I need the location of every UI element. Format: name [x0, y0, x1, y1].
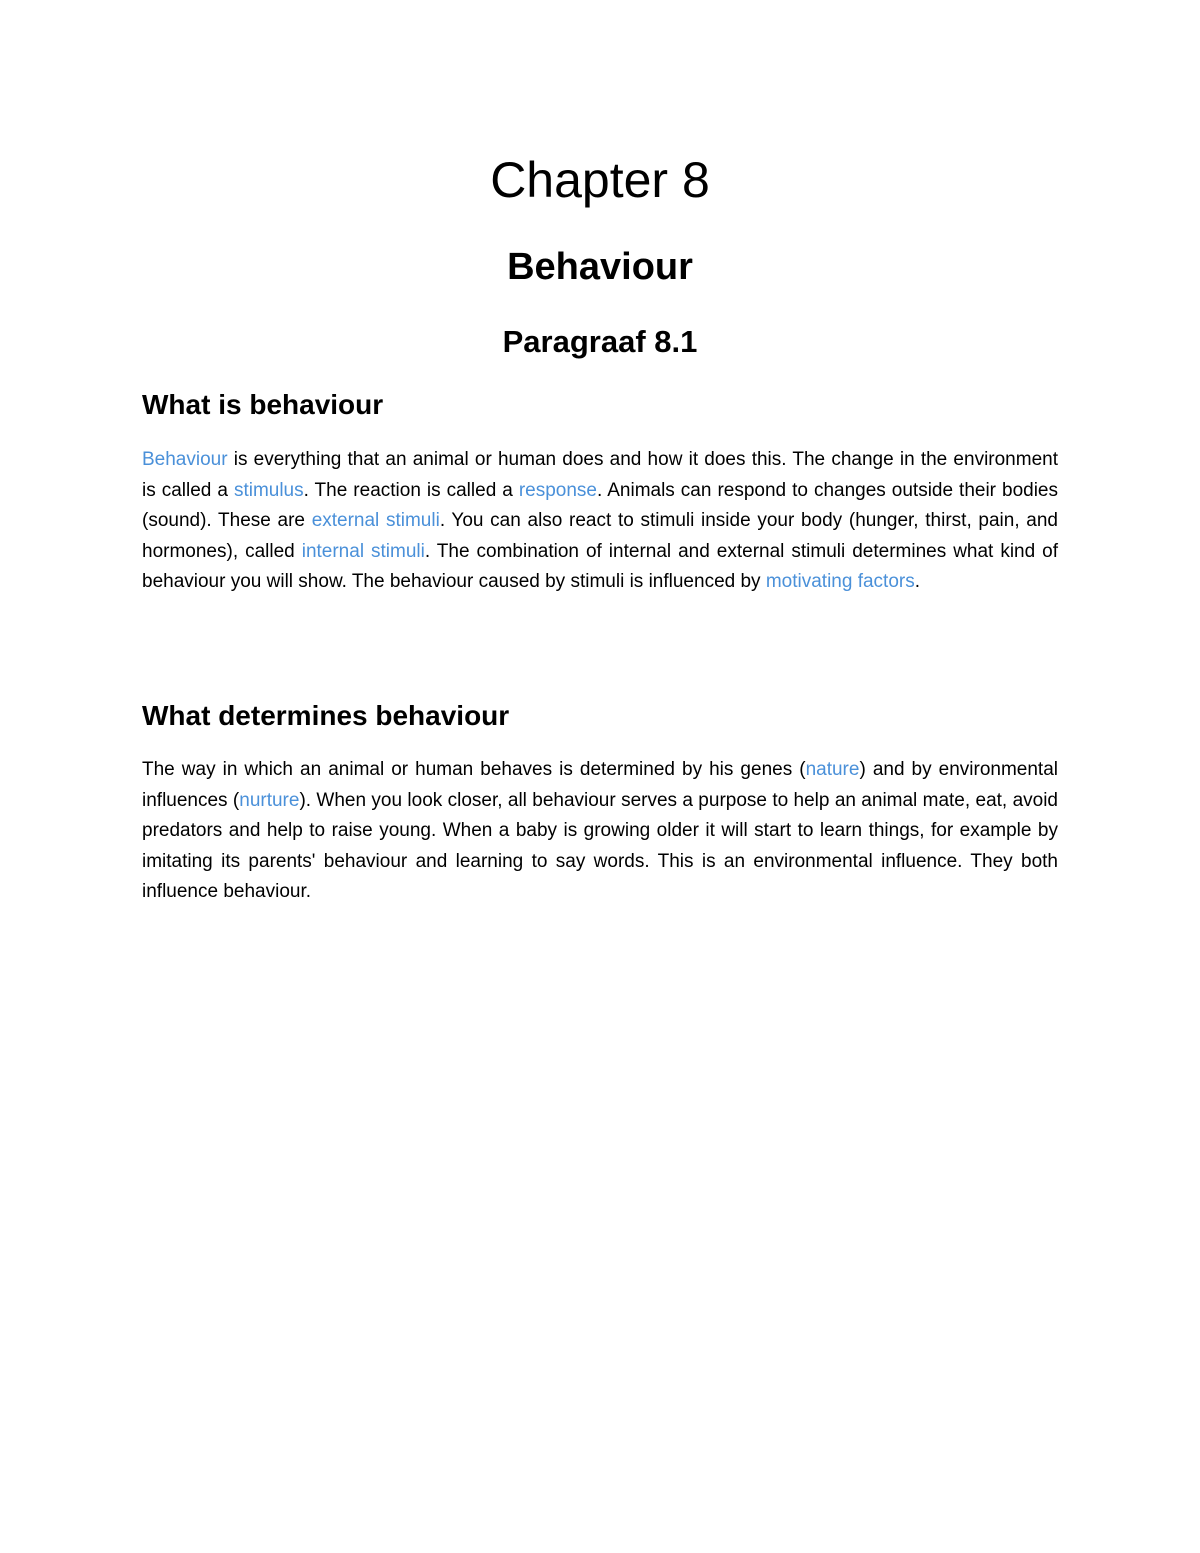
body-text: ) and by environmental influences (	[142, 759, 1059, 811]
keyword-nurture: nurture	[239, 789, 300, 811]
body-text: . You can also react to stimuli inside your body (hunger, thirst, pain, and hormones), called	[142, 510, 1058, 562]
keyword-behaviour: Behaviour	[142, 449, 228, 470]
section-heading-what-is-behaviour: What is behaviour	[142, 389, 384, 420]
body-text: ). When you look closer, all behaviour serves a purpose to help an animal mate, eat, avoid predators and help to raise young. When a baby is growing older it will start to learn things, for example by imitating its parents' behaviour and learning to say words. This is an environmental influence. They both influence behaviour.	[142, 789, 1058, 903]
keyword-nature: nature	[805, 759, 860, 780]
keyword-response: response	[518, 479, 597, 501]
body-text: . Animals can respond to changes outside their bodies (sound). These are	[142, 479, 1058, 532]
subject-title: Behaviour	[507, 246, 693, 288]
body-text: . The combination of internal and external stimuli determines what kind of behaviour you will show. The behaviour caused by stimuli is influenced by	[142, 540, 1059, 593]
body-text: The way in which an animal or human behaves is determined by his genes (	[142, 759, 806, 780]
keyword-internal-stimuli: internal stimuli	[301, 540, 425, 562]
section-text-what-is-behaviour	[142, 445, 1058, 598]
chapter-title: Chapter 8	[490, 152, 710, 208]
keyword-external-stimuli: external stimuli	[311, 510, 440, 532]
keyword-stimulus: stimulus	[233, 479, 304, 501]
paragraph-title: Paragraaf 8.1	[502, 324, 698, 359]
section-text-what-determines-behaviour	[142, 755, 1058, 908]
body-text: . The reaction is called a	[303, 479, 519, 501]
body-text: is everything that an animal or human does and how it does this. The change in the environment is called a	[142, 449, 1058, 501]
section-heading-what-determines-behaviour: What determines behaviour	[142, 700, 510, 731]
keyword-motivating-factors: motivating factors	[765, 571, 915, 593]
body-text: .	[914, 571, 921, 593]
